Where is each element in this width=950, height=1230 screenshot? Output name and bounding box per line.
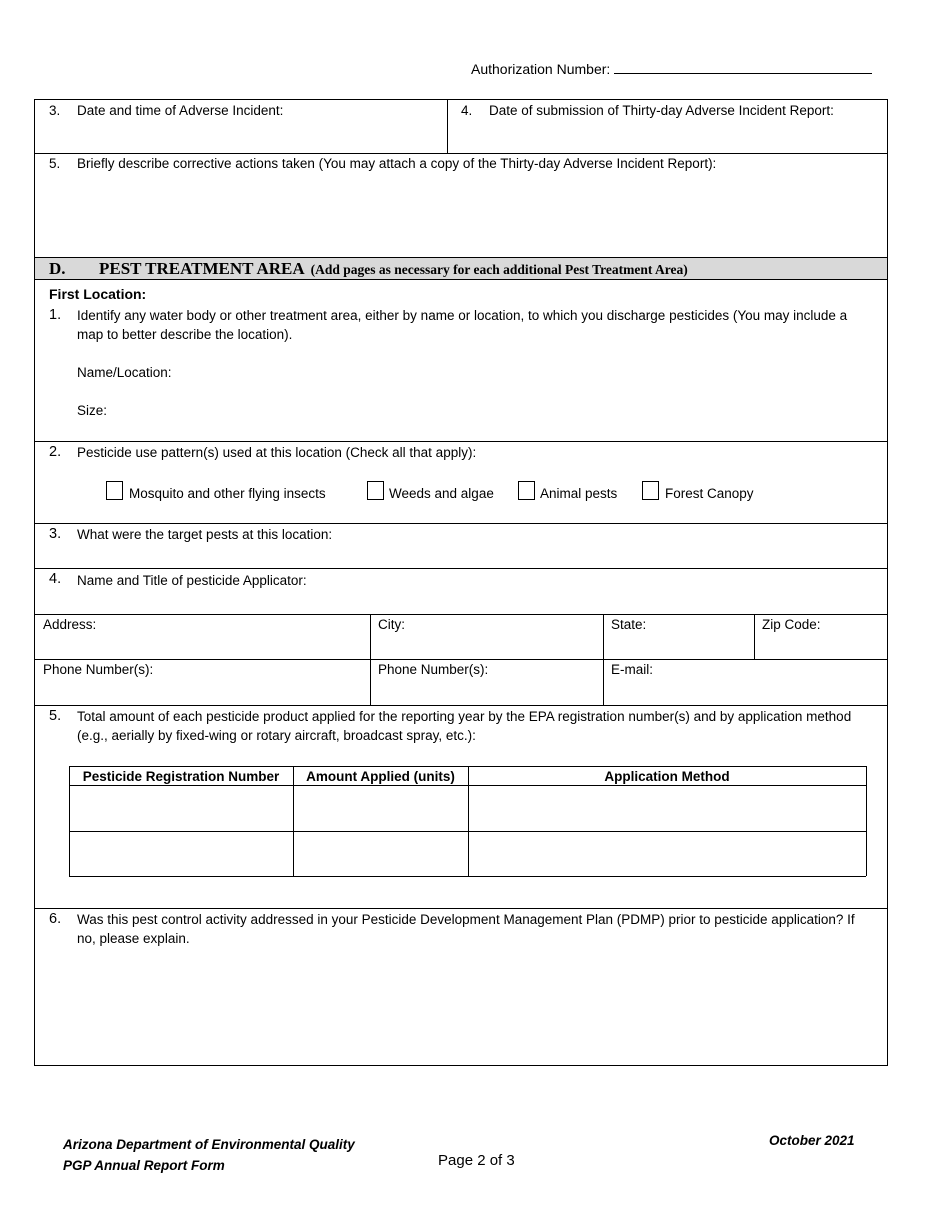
form-border-left <box>34 99 35 1066</box>
divider <box>447 99 448 153</box>
corrective-actions-label: Briefly describe corrective actions taken (You may attach a copy of the Thirty-day Adverse Incident Report): <box>77 156 717 171</box>
q1-number: 1. <box>49 307 62 323</box>
page-number: Page 2 of 3 <box>438 1152 515 1169</box>
divider <box>34 568 888 569</box>
first-location-heading: First Location: <box>49 286 147 302</box>
divider <box>34 614 888 615</box>
zip-code-label: Zip Code: <box>762 617 821 632</box>
authorization-label: Authorization Number: <box>471 61 611 77</box>
city-label: City: <box>378 617 405 632</box>
state-label: State: <box>611 617 647 632</box>
q2-number: 2. <box>49 444 62 460</box>
mosquito-option-label: Mosquito and other flying insects <box>129 486 326 501</box>
section-subtitle: (Add pages as necessary for each additional Pest Treatment Area) <box>310 262 688 277</box>
divider <box>34 441 888 442</box>
forest-canopy-checkbox[interactable] <box>642 481 659 500</box>
q1-text: Identify any water body or other treatment area, either by name or location, to which you discharge pesticides (You may include a map to better describe the location). <box>77 308 848 342</box>
q5-number: 5. <box>49 708 62 724</box>
item-5-number: 5. <box>49 156 61 171</box>
section-title-text: PEST TREATMENT AREA <box>99 259 305 278</box>
table-border <box>69 876 866 877</box>
column-header-amount: Amount Applied (units) <box>306 769 455 784</box>
target-pests-label: What were the target pests at this location: <box>77 527 333 542</box>
forest-canopy-option-label: Forest Canopy <box>665 486 754 501</box>
footer-form-name: PGP Annual Report Form <box>63 1158 225 1173</box>
section-letter: D. <box>49 259 66 278</box>
address-label: Address: <box>43 617 97 632</box>
divider <box>34 908 888 909</box>
adverse-incident-datetime-label: Date and time of Adverse Incident: <box>77 103 284 118</box>
name-location-label: Name/Location: <box>77 365 172 380</box>
form-border-bottom <box>34 1065 888 1066</box>
q5-text: Total amount of each pesticide product applied for the reporting year by the EPA registration number(s) and by application method (e.g., aerially by fixed-wing or rotary aircraft, broadcast spray, etc.): <box>77 709 852 743</box>
animal-pests-option-label: Animal pests <box>540 486 618 501</box>
footer-date: October 2021 <box>769 1133 855 1148</box>
weeds-algae-checkbox[interactable] <box>367 481 384 500</box>
column-header-method: Application Method <box>604 769 730 784</box>
animal-pests-checkbox[interactable] <box>518 481 535 500</box>
authorization-number <box>471 59 872 77</box>
authorization-number-field[interactable] <box>614 59 872 74</box>
divider <box>754 614 755 659</box>
section-title <box>99 258 688 280</box>
form-border-right <box>887 99 888 1066</box>
email-label: E-mail: <box>611 662 654 677</box>
footer-agency-block <box>63 1134 355 1176</box>
table-border <box>866 766 867 876</box>
q6-number: 6. <box>49 911 62 927</box>
phone-number-label-2: Phone Number(s): <box>378 662 489 677</box>
footer-agency: Arizona Department of Environmental Quality <box>63 1137 355 1152</box>
weeds-algae-option-label: Weeds and algae <box>389 486 494 501</box>
q4-number: 4. <box>49 571 62 587</box>
size-label: Size: <box>77 403 108 418</box>
item-3-number: 3. <box>49 103 61 118</box>
phone-number-label-1: Phone Number(s): <box>43 662 154 677</box>
mosquito-checkbox[interactable] <box>106 481 123 500</box>
divider <box>34 705 888 706</box>
column-header-registration: Pesticide Registration Number <box>82 769 280 784</box>
report-submission-date-label: Date of submission of Thirty-day Adverse Incident Report: <box>489 103 834 118</box>
q6-text: Was this pest control activity addressed in your Pesticide Development Management Plan (PDMP) prior to pesticide application? If no, please explain. <box>77 912 855 946</box>
divider <box>34 523 888 524</box>
q2-text: Pesticide use pattern(s) used at this location (Check all that apply): <box>77 445 477 460</box>
applicator-name-label: Name and Title of pesticide Applicator: <box>77 573 307 588</box>
form-border-top <box>34 99 888 100</box>
q3-number: 3. <box>49 526 62 542</box>
section-d-header <box>35 257 887 280</box>
item-4-number: 4. <box>461 103 473 118</box>
